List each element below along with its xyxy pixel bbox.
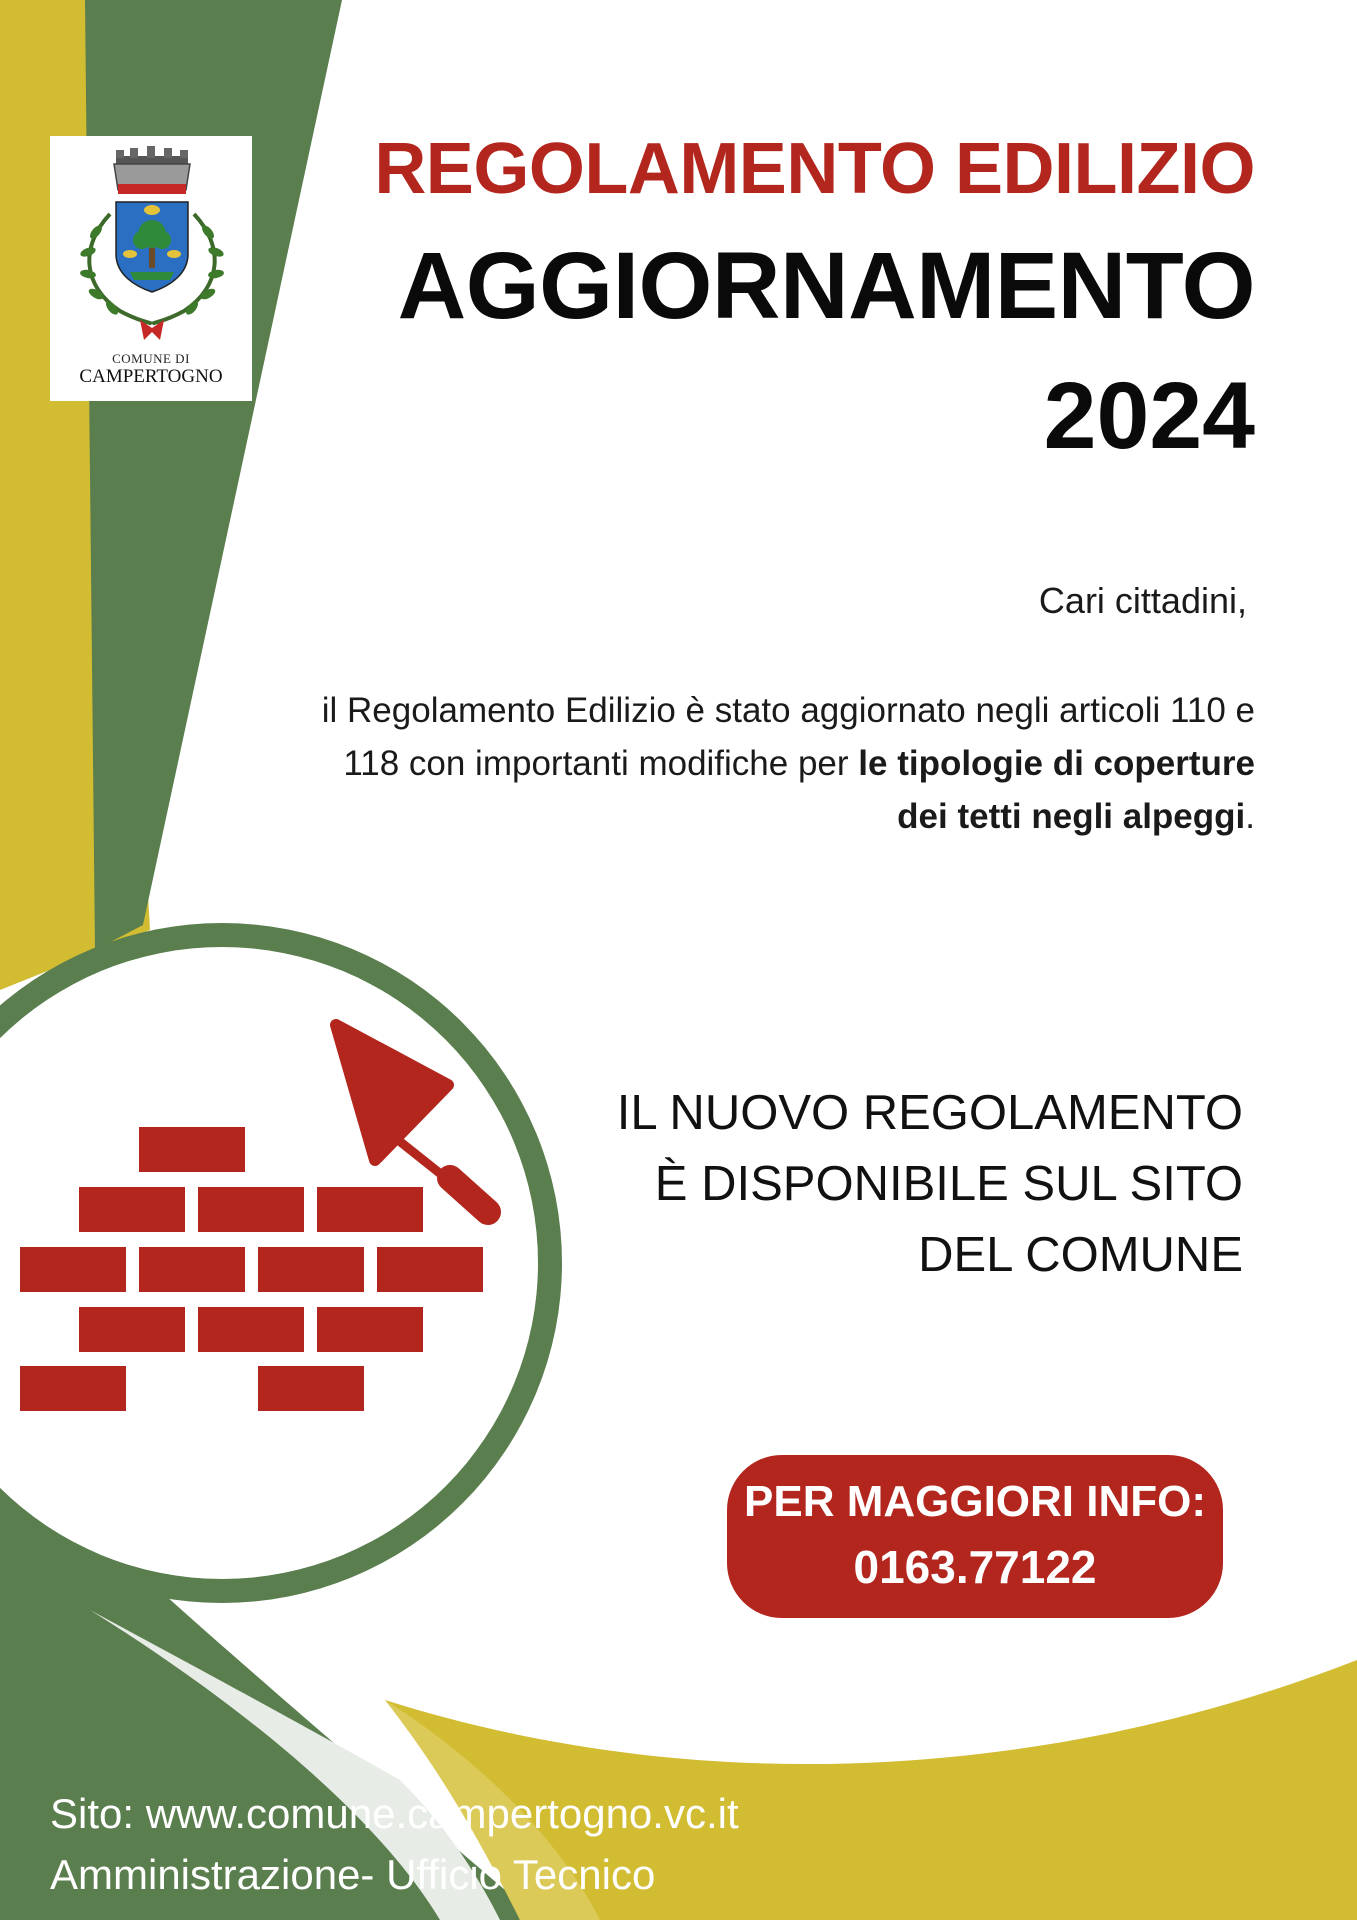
footer-department: Amministrazione- Ufficio Tecnico — [50, 1851, 656, 1898]
announcement-line2: È DISPONIBILE SUL SITO — [654, 1157, 1243, 1211]
municipality-logo — [50, 136, 252, 401]
title-year: 2024 — [1043, 363, 1255, 469]
info-label: PER MAGGIORI INFO: — [744, 1477, 1206, 1526]
announcement-line3: DEL COMUNE — [918, 1228, 1243, 1282]
logo-caption-line1: COMUNE DI — [112, 351, 190, 366]
announcement — [617, 1078, 1243, 1291]
title-line2: AGGIORNAMENTO — [397, 233, 1255, 339]
title-line1: REGOLAMENTO EDILIZIO — [374, 129, 1255, 209]
paragraph-start: il Regolamento Edilizio è stato aggiornato negli articoli 110 e 118 con importanti modifiche per — [321, 691, 1255, 783]
footer-website: Sito: www.comune.campertogno.vc.it — [50, 1790, 739, 1837]
info-contact-badge — [727, 1455, 1223, 1618]
paragraph-bold: le tipologie di coperture dei tetti negli alpeggi — [858, 744, 1255, 836]
greeting-text: Cari cittadini, — [1038, 580, 1247, 621]
paragraph-end: . — [1245, 797, 1255, 836]
update-paragraph — [315, 684, 1255, 843]
announcement-line1: IL NUOVO REGOLAMENTO — [616, 1086, 1243, 1140]
logo-caption-line2: CAMPERTOGNO — [79, 366, 223, 387]
info-phone: 0163.77122 — [853, 1541, 1097, 1593]
